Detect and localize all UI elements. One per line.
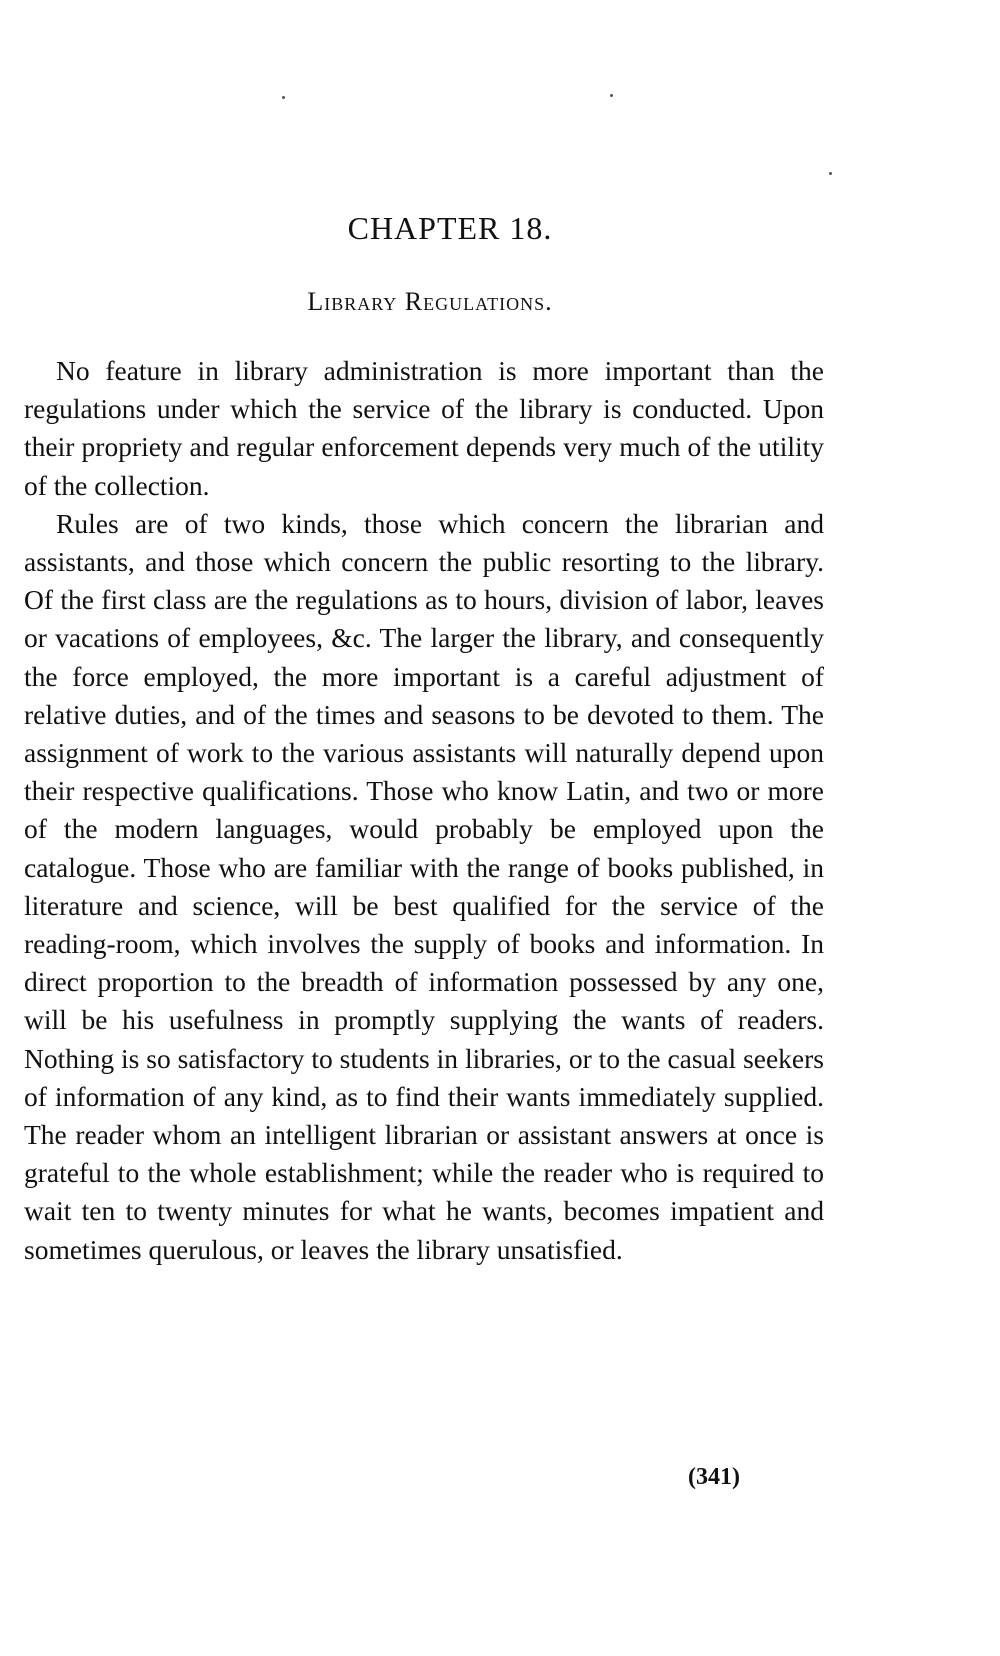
page-number: (341) bbox=[688, 1464, 740, 1490]
ink-speck bbox=[610, 94, 613, 97]
chapter-title: CHAPTER 18. bbox=[347, 210, 553, 246]
ink-speck bbox=[829, 172, 832, 175]
section-title: Library Regulations. bbox=[307, 287, 553, 316]
paragraph: Rules are of two kinds, those which concern the librarian and assistants, and those which concern the public resorting to the library. Of the first class are the regulations as to hours, division of labor, leaves or vacations of employees, &c. The larger the library, and consequently the force employed, the more important is a careful adjustment of relative duties, and of the times and seasons to be devoted to them. The assignment of work to the various assistants will naturally depend upon their respective qualifications. Those who know Latin, and two or more of the modern languages, would probably be employed upon the catalogue. Those who are familiar with the range of books published, in literature and science, will be best qualified for the service of the reading-room, which involves the supply of books and information. In direct proportion to the breadth of information possessed by any one, will be his usefulness in promptly supplying the wants of readers. Nothing is so satisfactory to students in libraries, or to the casual seekers of information of any kind, as to find their wants immediately supplied. The reader whom an intelligent librarian or assistant answers at once is grateful to the whole establishment; while the reader who is required to wait ten to twenty minutes for what he wants, becomes impatient and sometimes querulous, or leaves the library unsatisfied. bbox=[24, 507, 824, 1265]
paragraph: No feature in library administration is more important than the regulations under which the service of the library is conducted. Upon their propriety and regular enforcement depends very much of the utility of the collection. bbox=[24, 355, 824, 501]
ink-speck bbox=[282, 96, 285, 99]
body-text bbox=[24, 352, 824, 1269]
